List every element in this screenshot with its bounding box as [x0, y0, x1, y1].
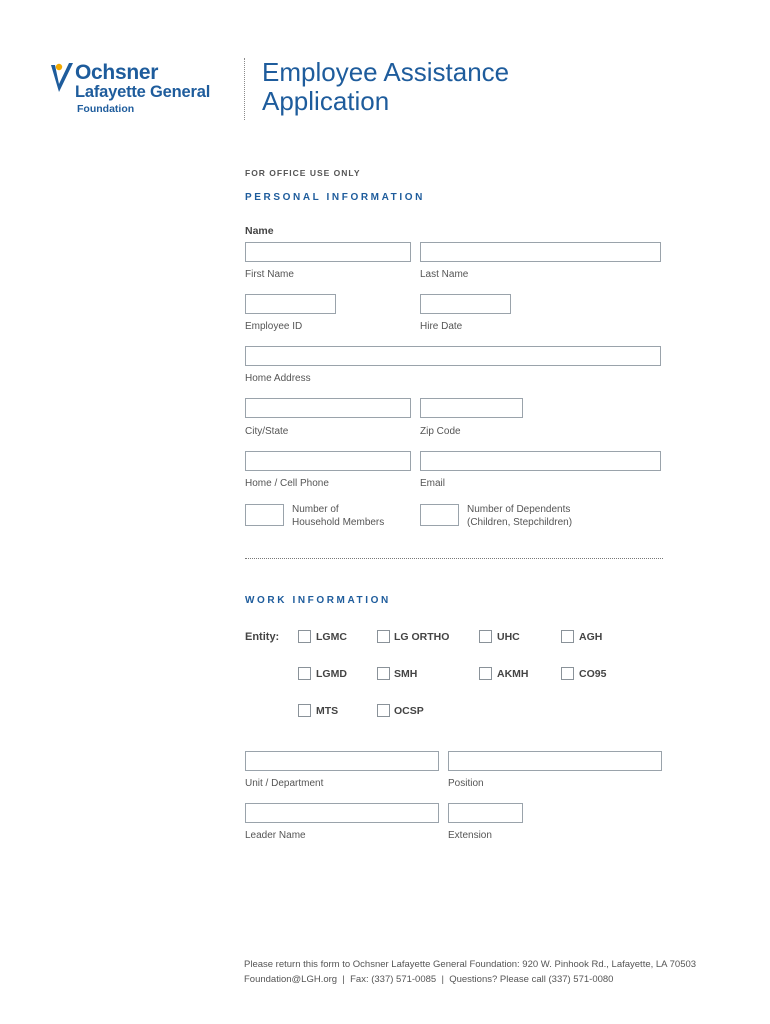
phone-caption: Home / Cell Phone — [245, 478, 329, 489]
household-members-field[interactable] — [245, 504, 284, 526]
home-address-field[interactable] — [245, 346, 661, 366]
name-label: Name — [245, 225, 274, 237]
checkbox-lgmc-label: LGMC — [316, 631, 347, 643]
dependents-field[interactable] — [420, 504, 459, 526]
checkbox-lg-ortho[interactable] — [377, 630, 390, 643]
extension-field[interactable] — [448, 803, 523, 823]
logo-lafayette-text: Lafayette General — [75, 83, 211, 101]
page-title-line1: Employee Assistance — [262, 57, 510, 87]
employee-id-field[interactable] — [245, 294, 336, 314]
city-state-field[interactable] — [245, 398, 411, 418]
first-name-caption: First Name — [245, 269, 294, 280]
checkbox-uhc-label: UHC — [497, 631, 520, 643]
footer-contact: Foundation@LGH.org | Fax: (337) 571-0085 | Questions? Please call (337) 571-0080 — [244, 974, 614, 985]
entity-label: Entity: — [245, 631, 280, 643]
checkbox-co95[interactable] — [561, 667, 574, 680]
zip-code-caption: Zip Code — [420, 426, 461, 437]
unit-department-field[interactable] — [245, 751, 439, 771]
checkbox-lgmc[interactable] — [298, 630, 311, 643]
email-caption: Email — [420, 478, 446, 489]
leader-name-caption: Leader Name — [245, 830, 306, 841]
email-field[interactable] — [420, 451, 661, 471]
phone-field[interactable] — [245, 451, 411, 471]
checkbox-agh-label: AGH — [579, 631, 603, 643]
extension-caption: Extension — [448, 830, 492, 841]
dependents-caption-line1: Number of Dependents — [467, 504, 571, 515]
checkbox-lgmd[interactable] — [298, 667, 311, 680]
checkbox-smh[interactable] — [377, 667, 390, 680]
logo-ochsner-text: Ochsner — [75, 61, 159, 84]
header-divider — [244, 58, 245, 120]
page-title-line2: Application — [262, 86, 390, 116]
leader-name-field[interactable] — [245, 803, 439, 823]
last-name-field[interactable] — [420, 242, 661, 262]
last-name-caption: Last Name — [420, 269, 469, 280]
work-info-heading: WORK INFORMATION — [245, 595, 391, 606]
household-members-caption — [292, 503, 384, 529]
page-title — [262, 58, 509, 116]
checkbox-smh-label: SMH — [394, 668, 418, 680]
checkbox-co95-label: CO95 — [579, 668, 607, 680]
personal-info-heading: PERSONAL INFORMATION — [245, 192, 425, 203]
checkbox-mts[interactable] — [298, 704, 311, 717]
checkbox-ocsp-label: OCSP — [394, 705, 424, 717]
section-divider — [245, 558, 663, 559]
footer-address: Please return this form to Ochsner Lafayette General Foundation: 920 W. Pinhook Rd., Lafayette, LA 70503 — [244, 959, 697, 970]
checkbox-akmh[interactable] — [479, 667, 492, 680]
ochsner-logo-icon — [50, 62, 74, 98]
checkbox-lgmd-label: LGMD — [316, 668, 347, 680]
hire-date-field[interactable] — [420, 294, 511, 314]
checkbox-akmh-label: AKMH — [497, 668, 529, 680]
logo-foundation-text: Foundation — [77, 103, 135, 115]
checkbox-mts-label: MTS — [316, 705, 339, 717]
checkbox-lg-ortho-label: LG ORTHO — [394, 631, 450, 643]
home-address-caption: Home Address — [245, 373, 311, 384]
city-state-caption: City/State — [245, 426, 289, 437]
checkbox-ocsp[interactable] — [377, 704, 390, 717]
dependents-caption — [467, 503, 572, 529]
checkbox-agh[interactable] — [561, 630, 574, 643]
position-field[interactable] — [448, 751, 662, 771]
checkbox-uhc[interactable] — [479, 630, 492, 643]
household-members-caption-line1: Number of — [292, 504, 339, 515]
first-name-field[interactable] — [245, 242, 411, 262]
unit-department-caption: Unit / Department — [245, 778, 324, 789]
employee-id-caption: Employee ID — [245, 321, 303, 332]
hire-date-caption: Hire Date — [420, 321, 463, 332]
zip-code-field[interactable] — [420, 398, 523, 418]
office-use-label: FOR OFFICE USE ONLY — [245, 168, 361, 178]
dependents-caption-line2: (Children, Stepchildren) — [467, 517, 573, 528]
household-members-caption-line2: Household Members — [292, 517, 385, 528]
position-caption: Position — [448, 778, 484, 789]
